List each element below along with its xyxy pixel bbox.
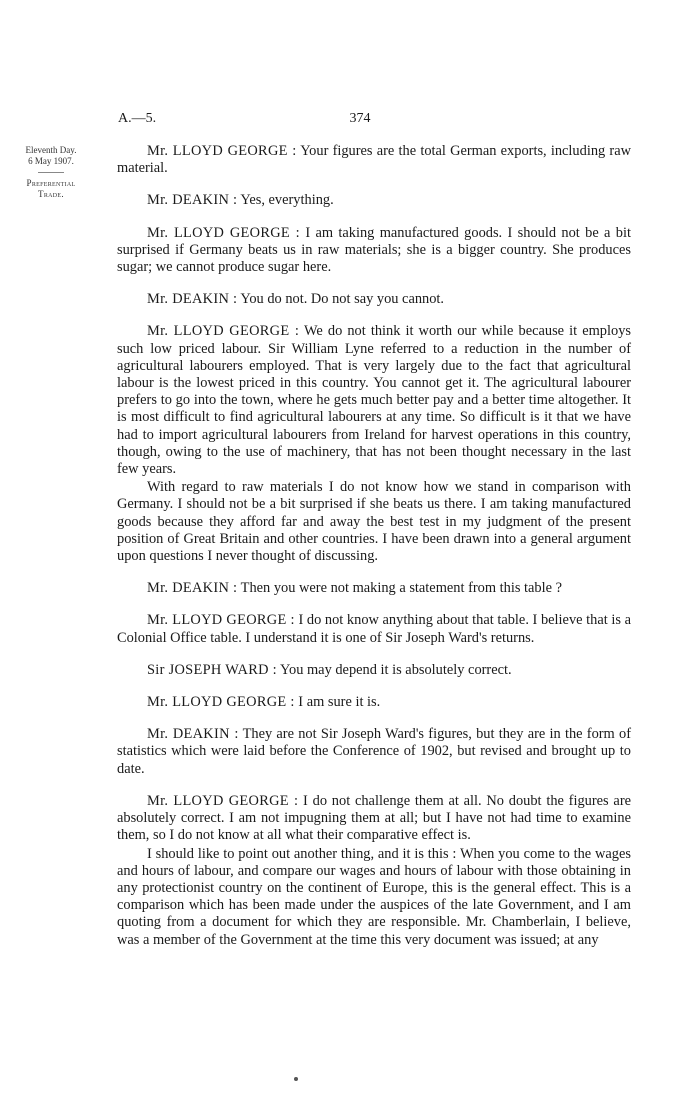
- margin-divider: [38, 172, 64, 173]
- speaker-name: Mr. LLOYD GEORGE :: [147, 694, 295, 711]
- paragraph: [117, 225, 631, 277]
- paragraph-text: They are not Sir Joseph Ward's figures, but they are in the form of statistics which were laid before the Conference of 1902, but revised and brought up to date.: [117, 726, 631, 777]
- paragraph-text: With regard to raw materials I do not know how we stand in comparison with Germany. I should not be a bit surprised if she beats us there. I am taking manufactured goods because they afford far and away the best test in my judgment of the present position of Great Britain and other countries. I have been drawn into a general argument upon questions I never thought of discussing.: [117, 479, 631, 565]
- margin-day: Eleventh Day.: [25, 145, 77, 155]
- paragraph: [117, 694, 631, 711]
- paragraph: [117, 662, 631, 679]
- paragraph-text: I should like to point out another thing, and it is this : When you come to the wages and hours of labour, and compare our wages and hours of labour with those obtaining in any protectionist country on the continent of Europe, this is the general effect. This is a comparison which has been made under the auspices of the late Government, and I am quoting from a document for which they are responsible. Mr. Chamberlain, I believe, was a member of the Government at the time this very document was issued; at any: [117, 845, 631, 948]
- document-reference: A.—5.: [118, 111, 157, 126]
- paragraph-text: I do not challenge them at all. No doubt the figures are absolutely correct. I am not impugning them at all; but I have not had time to examine them, so I do not know at all what their comparative effect is.: [117, 792, 631, 844]
- page-number: 374: [349, 111, 371, 126]
- paragraph: [117, 323, 631, 478]
- speaker-name: Mr. LLOYD GEORGE :: [147, 323, 300, 340]
- speaker-name: Mr. LLOYD GEORGE :: [147, 792, 299, 809]
- paragraph: [117, 192, 631, 209]
- paragraph-text: Then you were not making a statement from this table ?: [237, 580, 562, 597]
- paragraph: [117, 479, 631, 565]
- margin-notes: [4, 145, 98, 200]
- paragraph-text: I am taking manufactured goods. I should not be a bit surprised if Germany beats us in raw materials; she is a bigger country. She produces sugar; we cannot produce sugar here.: [117, 224, 631, 276]
- paragraph-text: Your figures are the total German exports, including raw material.: [117, 143, 631, 177]
- paragraph: [117, 291, 631, 308]
- page-mark-dot: [294, 1077, 298, 1081]
- margin-topic-line1: Preferential: [26, 178, 76, 188]
- speaker-name: Sir JOSEPH WARD :: [147, 661, 277, 678]
- paragraph-text: Yes, everything.: [237, 192, 334, 209]
- margin-topic-line2: Trade.: [38, 189, 64, 199]
- speaker-name: Mr. DEAKIN :: [147, 192, 238, 209]
- margin-date: 6 May 1907.: [28, 156, 74, 166]
- paragraph: [117, 612, 631, 646]
- paragraph-text: We do not think it worth our while because it employs such low priced labour. Sir William Lyne referred to a reduction in the number of agricultural labourers employed. That is very largely due to the fact that agricultural labour is the lowest priced in this country. You cannot get it. The agricultural labourer prefers to go into the town, where he gets much better pay and a better time altogether. It is most difficult to find agricultural labourers at any time. So difficult is it that we have had to import agricultural labourers from Ireland for harvest operations in this country, though, owing to the use of machinery, that has not been thought necessary in the last few years.: [117, 323, 631, 478]
- paragraph: [117, 580, 631, 597]
- paragraph-text: I do not know anything about that table. I believe that is a Colonial Office table. I understand it is one of Sir Joseph Ward's returns.: [117, 612, 631, 646]
- speaker-name: Mr. LLOYD GEORGE :: [147, 224, 300, 241]
- speaker-name: Mr. DEAKIN :: [147, 726, 239, 743]
- speaker-name: Mr. DEAKIN :: [147, 291, 238, 308]
- paragraph: [117, 726, 631, 778]
- paragraph: [117, 143, 631, 177]
- paragraph: [117, 793, 631, 845]
- paragraph-text: I am sure it is.: [294, 694, 381, 711]
- paragraph-text: You do not. Do not say you cannot.: [237, 291, 445, 308]
- speaker-name: Mr. DEAKIN :: [147, 580, 238, 597]
- speaker-name: Mr. LLOYD GEORGE :: [147, 612, 295, 629]
- speaker-name: Mr. LLOYD GEORGE :: [147, 143, 297, 159]
- transcript-body: [117, 143, 631, 949]
- paragraph-text: You may depend it is absolutely correct.: [276, 661, 512, 678]
- paragraph: [117, 846, 631, 949]
